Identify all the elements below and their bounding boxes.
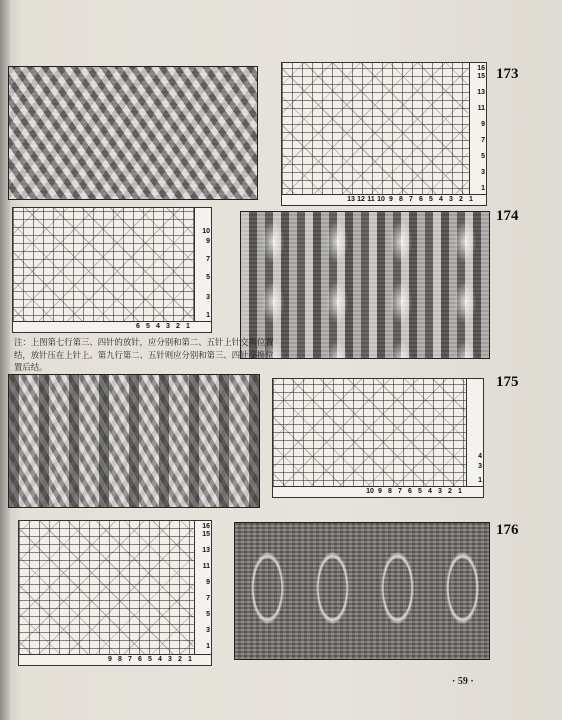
row-number: 7 (206, 595, 210, 602)
row-number: 11 (202, 563, 210, 570)
column-number: 8 (388, 488, 392, 495)
column-number: 4 (439, 196, 443, 203)
row-number: 15 (477, 73, 485, 80)
pattern-note: 注：上图第七行第三、四针的放针，应分别和第二、五针上针交换位置结，放针压在上针上。第九行第二、五针则应分别和第三、四针交换位置后结。 (14, 337, 274, 372)
column-number: 8 (118, 656, 122, 663)
column-number: 9 (378, 488, 382, 495)
row-number: 9 (481, 121, 485, 128)
row-number: 13 (202, 547, 210, 554)
row-number: 13 (477, 89, 485, 96)
row-numbers (466, 379, 483, 487)
row-number: 16 (202, 523, 210, 530)
column-number: 9 (389, 196, 393, 203)
column-number: 5 (146, 323, 150, 330)
column-number: 6 (419, 196, 423, 203)
column-number: 5 (418, 488, 422, 495)
pattern-number-174: 174 (496, 208, 519, 224)
pattern-number-175: 175 (496, 374, 519, 390)
column-number: 8 (399, 196, 403, 203)
chart-symbols (273, 379, 465, 487)
column-number: 6 (138, 656, 142, 663)
column-number: 3 (438, 488, 442, 495)
column-number: 9 (108, 656, 112, 663)
column-number: 10 (377, 196, 385, 203)
chart-symbols (19, 521, 193, 655)
row-number: 10 (202, 228, 210, 235)
column-number: 6 (136, 323, 140, 330)
column-number: 3 (168, 656, 172, 663)
pattern-number-173: 173 (496, 66, 519, 82)
chart-174 (12, 207, 212, 333)
column-number: 7 (409, 196, 413, 203)
column-number: 11 (367, 196, 375, 203)
column-number: 1 (186, 323, 190, 330)
row-number: 3 (481, 169, 485, 176)
row-number: 5 (206, 274, 210, 281)
column-number: 3 (449, 196, 453, 203)
column-number: 4 (158, 656, 162, 663)
column-number: 3 (166, 323, 170, 330)
column-numbers (282, 194, 486, 205)
row-number: 1 (206, 312, 210, 319)
row-numbers (469, 63, 486, 195)
column-number: 4 (428, 488, 432, 495)
knit-photo-175 (8, 374, 260, 508)
column-number: 10 (366, 488, 374, 495)
column-number: 1 (188, 656, 192, 663)
row-number: 1 (481, 185, 485, 192)
page-number: · 59 · (452, 676, 474, 687)
row-number: 7 (481, 137, 485, 144)
column-number: 13 (347, 196, 355, 203)
chart-symbols (282, 63, 468, 195)
row-number: 5 (206, 611, 210, 618)
chart-175 (272, 378, 484, 498)
column-number: 1 (469, 196, 473, 203)
column-numbers (19, 654, 211, 665)
column-number: 7 (128, 656, 132, 663)
row-number: 7 (206, 256, 210, 263)
column-number: 5 (429, 196, 433, 203)
column-number: 2 (176, 323, 180, 330)
row-number: 15 (202, 531, 210, 538)
row-numbers (194, 521, 211, 655)
row-number: 3 (206, 627, 210, 634)
chart-symbols (13, 208, 193, 322)
column-number: 5 (148, 656, 152, 663)
row-number: 11 (477, 105, 485, 112)
column-number: 2 (448, 488, 452, 495)
row-number: 1 (206, 643, 210, 650)
column-number: 6 (408, 488, 412, 495)
chart-173 (281, 62, 487, 206)
column-number: 2 (178, 656, 182, 663)
row-number: 9 (206, 579, 210, 586)
row-number: 16 (477, 65, 485, 72)
row-number: 9 (206, 238, 210, 245)
chart-176 (18, 520, 212, 666)
knit-photo-176 (234, 522, 490, 660)
row-number: 1 (478, 477, 482, 484)
column-number: 12 (357, 196, 365, 203)
pattern-number-176: 176 (496, 522, 519, 538)
column-number: 1 (458, 488, 462, 495)
row-number: 4 (478, 453, 482, 460)
column-number: 7 (398, 488, 402, 495)
column-numbers (13, 321, 211, 332)
column-number: 4 (156, 323, 160, 330)
row-numbers (194, 208, 211, 322)
row-number: 5 (481, 153, 485, 160)
knit-photo-173 (8, 66, 258, 200)
row-number: 3 (478, 463, 482, 470)
column-numbers (273, 486, 483, 497)
row-number: 3 (206, 294, 210, 301)
column-number: 2 (459, 196, 463, 203)
knit-photo-174 (240, 211, 490, 359)
